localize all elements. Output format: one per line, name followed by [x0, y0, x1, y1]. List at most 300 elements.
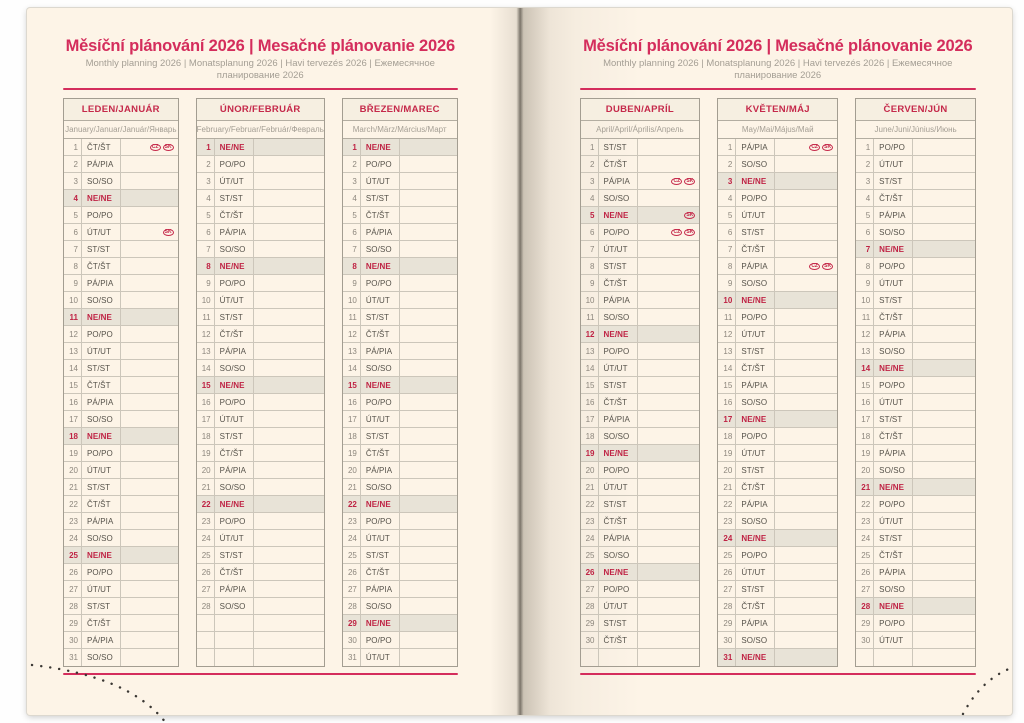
day-number: 3: [197, 173, 215, 189]
day-row: [718, 649, 837, 666]
day-label: [215, 632, 254, 648]
day-row: [718, 241, 837, 258]
day-number: 31: [343, 649, 361, 666]
day-row: [343, 241, 457, 258]
notes-cell: [254, 207, 324, 223]
day-row: [197, 224, 324, 241]
notes-cell: [400, 377, 457, 393]
notes-cell: [913, 326, 975, 342]
day-number: 26: [856, 564, 874, 580]
day-number: 11: [718, 309, 736, 325]
day-number: 18: [197, 428, 215, 444]
day-label: ÚT/UT: [874, 394, 913, 410]
notes-cell: [638, 190, 700, 206]
day-number: [197, 632, 215, 648]
day-number: 20: [64, 462, 82, 478]
day-number: 9: [718, 275, 736, 291]
day-label: ČT/ŠT: [82, 377, 121, 393]
day-label: PÁ/PIA: [874, 564, 913, 580]
day-label: ST/ST: [82, 598, 121, 614]
day-row: [581, 360, 700, 377]
day-row: [718, 598, 837, 615]
notes-cell: [254, 292, 324, 308]
day-label: NE/NE: [874, 479, 913, 495]
day-number: 23: [343, 513, 361, 529]
day-row: [64, 530, 178, 547]
day-label: ST/ST: [599, 139, 638, 155]
day-row: [343, 156, 457, 173]
day-row: [343, 275, 457, 292]
month-name: BŘEZEN/MAREC: [343, 99, 457, 121]
month-table-5: [717, 98, 838, 667]
day-number: 4: [197, 190, 215, 206]
day-number: 24: [856, 530, 874, 546]
day-row: [343, 530, 457, 547]
notes-cell: [638, 275, 700, 291]
day-label: ÚT/UT: [215, 530, 254, 546]
holiday-badge-cz-icon: CZ: [809, 263, 820, 270]
day-label: ÚT/UT: [736, 326, 775, 342]
day-number: 6: [856, 224, 874, 240]
notes-cell: [638, 173, 700, 189]
day-label: ÚT/UT: [874, 513, 913, 529]
day-row: [856, 581, 975, 598]
day-label: SO/SO: [82, 292, 121, 308]
notes-cell: [638, 547, 700, 563]
notes-cell: [913, 632, 975, 648]
day-label: PÁ/PIA: [599, 173, 638, 189]
day-label: ST/ST: [736, 462, 775, 478]
notes-cell: [400, 496, 457, 512]
day-number: 1: [64, 139, 82, 155]
day-number: 19: [718, 445, 736, 461]
day-number: 29: [856, 615, 874, 631]
day-label: ÚT/UT: [361, 292, 400, 308]
day-label: NE/NE: [215, 139, 254, 155]
empty-row: [581, 649, 700, 666]
day-row: [343, 547, 457, 564]
notes-cell: [121, 513, 178, 529]
day-row: [197, 394, 324, 411]
notes-cell: [913, 309, 975, 325]
day-label: ÚT/UT: [82, 343, 121, 359]
month-table-2: [196, 98, 325, 667]
day-label: SO/SO: [82, 173, 121, 189]
day-number: 24: [718, 530, 736, 546]
notes-cell: [254, 241, 324, 257]
notes-cell: [121, 462, 178, 478]
month-subtitle: June/Juni/Június/Июнь: [856, 121, 975, 139]
day-number: 18: [343, 428, 361, 444]
day-number: 20: [343, 462, 361, 478]
day-row: [581, 581, 700, 598]
divider-bottom: [580, 673, 977, 675]
notes-cell: [254, 258, 324, 274]
day-label: PO/PO: [361, 632, 400, 648]
notes-cell: [400, 224, 457, 240]
notes-cell: [254, 462, 324, 478]
day-row: [197, 139, 324, 156]
month-name: DUBEN/APRÍL: [581, 99, 700, 121]
day-label: PO/PO: [874, 615, 913, 631]
day-row: [343, 649, 457, 666]
day-number: 14: [197, 360, 215, 376]
day-label: NE/NE: [82, 428, 121, 444]
notes-cell: [254, 649, 324, 666]
day-number: 9: [581, 275, 599, 291]
day-row: [581, 207, 700, 224]
day-number: 15: [64, 377, 82, 393]
day-number: 22: [718, 496, 736, 512]
day-number: 17: [197, 411, 215, 427]
day-label: PO/PO: [215, 513, 254, 529]
day-row: [856, 156, 975, 173]
notes-cell: [400, 632, 457, 648]
notes-cell: [775, 496, 837, 512]
notes-cell: [638, 224, 700, 240]
day-number: 15: [343, 377, 361, 393]
day-number: 14: [343, 360, 361, 376]
day-label: ČT/ŠT: [361, 445, 400, 461]
day-row: [581, 190, 700, 207]
day-row: [581, 598, 700, 615]
notes-cell: [400, 615, 457, 631]
notes-cell: [775, 411, 837, 427]
day-number: 7: [856, 241, 874, 257]
notes-cell: [638, 462, 700, 478]
notes-cell: [775, 343, 837, 359]
day-number: 8: [718, 258, 736, 274]
day-label: SO/SO: [361, 479, 400, 495]
day-row: [581, 275, 700, 292]
day-row: [64, 479, 178, 496]
notes-cell: [913, 649, 975, 666]
day-label: PÁ/PIA: [361, 224, 400, 240]
notes-cell: [121, 411, 178, 427]
day-label: SO/SO: [599, 547, 638, 563]
day-number: 16: [581, 394, 599, 410]
day-label: NE/NE: [361, 258, 400, 274]
day-number: 14: [64, 360, 82, 376]
day-number: [856, 649, 874, 666]
day-label: PO/PO: [736, 309, 775, 325]
day-number: 2: [718, 156, 736, 172]
day-label: PÁ/PIA: [215, 462, 254, 478]
day-label: PÁ/PIA: [736, 377, 775, 393]
day-label: PO/PO: [874, 258, 913, 274]
day-row: [197, 564, 324, 581]
day-label: ČT/ŠT: [736, 479, 775, 495]
day-label: ČT/ŠT: [599, 394, 638, 410]
notes-cell: [400, 326, 457, 342]
day-row: [856, 241, 975, 258]
day-number: 22: [343, 496, 361, 512]
notes-cell: [254, 326, 324, 342]
day-label: ÚT/UT: [736, 564, 775, 580]
day-number: 10: [856, 292, 874, 308]
day-number: 12: [856, 326, 874, 342]
day-number: 24: [343, 530, 361, 546]
day-label: ČT/ŠT: [874, 190, 913, 206]
day-row: [197, 598, 324, 615]
notes-cell: [400, 428, 457, 444]
day-number: 7: [197, 241, 215, 257]
day-row: [343, 173, 457, 190]
day-label: PÁ/PIA: [215, 581, 254, 597]
day-row: [343, 394, 457, 411]
day-label: PÁ/PIA: [736, 496, 775, 512]
day-row: [64, 139, 178, 156]
notes-cell: [400, 173, 457, 189]
notes-cell: [400, 139, 457, 155]
day-label: ČT/ŠT: [82, 496, 121, 512]
day-number: 17: [343, 411, 361, 427]
day-label: ČT/ŠT: [361, 326, 400, 342]
day-row: [64, 275, 178, 292]
day-row: [581, 377, 700, 394]
day-label: ČT/ŠT: [215, 207, 254, 223]
day-number: 11: [343, 309, 361, 325]
day-number: 28: [343, 598, 361, 614]
day-label: ČT/ŠT: [215, 564, 254, 580]
month-name: LEDEN/JANUÁR: [64, 99, 178, 121]
notes-cell: [400, 207, 457, 223]
day-label: SO/SO: [874, 581, 913, 597]
day-label: PÁ/PIA: [82, 513, 121, 529]
day-number: 16: [64, 394, 82, 410]
day-label: SO/SO: [599, 190, 638, 206]
day-number: 6: [718, 224, 736, 240]
day-row: [343, 479, 457, 496]
notes-cell: [400, 292, 457, 308]
notes-cell: [400, 462, 457, 478]
day-row: [197, 207, 324, 224]
day-label: ČT/ŠT: [82, 615, 121, 631]
day-row: [64, 258, 178, 275]
day-label: ST/ST: [874, 530, 913, 546]
day-row: [343, 598, 457, 615]
day-row: [581, 292, 700, 309]
day-label: NE/NE: [361, 615, 400, 631]
day-label: ST/ST: [874, 173, 913, 189]
day-row: [856, 394, 975, 411]
notes-cell: [775, 173, 837, 189]
day-number: 7: [718, 241, 736, 257]
notes-cell: [254, 275, 324, 291]
day-label: ÚT/UT: [599, 360, 638, 376]
day-row: [856, 309, 975, 326]
notes-cell: [775, 139, 837, 155]
day-number: 7: [64, 241, 82, 257]
day-row: [856, 360, 975, 377]
day-label: ST/ST: [215, 190, 254, 206]
day-row: [343, 309, 457, 326]
month-subtitle: February/Februar/Február/Февраль: [197, 121, 324, 139]
day-number: 9: [197, 275, 215, 291]
day-row: [856, 258, 975, 275]
day-number: 20: [718, 462, 736, 478]
day-row: [718, 326, 837, 343]
notes-cell: [121, 581, 178, 597]
notes-cell: [913, 292, 975, 308]
day-number: 25: [718, 547, 736, 563]
day-label: PO/PO: [736, 190, 775, 206]
day-row: [343, 513, 457, 530]
notes-cell: [913, 530, 975, 546]
day-label: NE/NE: [599, 207, 638, 223]
day-number: 16: [343, 394, 361, 410]
day-row: [343, 343, 457, 360]
day-number: 28: [581, 598, 599, 614]
day-number: 10: [343, 292, 361, 308]
day-label: SO/SO: [215, 241, 254, 257]
notes-cell: [254, 190, 324, 206]
day-number: 13: [718, 343, 736, 359]
day-number: 15: [718, 377, 736, 393]
day-row: [64, 156, 178, 173]
day-number: 22: [64, 496, 82, 512]
day-label: PÁ/PIA: [82, 275, 121, 291]
day-number: 14: [718, 360, 736, 376]
day-number: 5: [197, 207, 215, 223]
day-number: 26: [343, 564, 361, 580]
day-row: [343, 258, 457, 275]
holiday-badge-cz-icon: CZ: [671, 178, 682, 185]
day-label: SO/SO: [736, 394, 775, 410]
day-row: [343, 564, 457, 581]
day-row: [856, 564, 975, 581]
day-number: 3: [581, 173, 599, 189]
notes-cell: [254, 156, 324, 172]
day-number: 4: [64, 190, 82, 206]
day-row: [197, 411, 324, 428]
notes-cell: [400, 564, 457, 580]
day-label: ČT/ŠT: [599, 513, 638, 529]
day-label: PO/PO: [874, 139, 913, 155]
day-number: 4: [343, 190, 361, 206]
notes-cell: [913, 598, 975, 614]
notes-cell: [254, 547, 324, 563]
day-number: 29: [718, 615, 736, 631]
day-row: [856, 377, 975, 394]
notes-cell: [913, 360, 975, 376]
notes-cell: [400, 190, 457, 206]
notes-cell: [913, 428, 975, 444]
day-number: 12: [64, 326, 82, 342]
day-row: [64, 496, 178, 513]
day-label: ST/ST: [599, 258, 638, 274]
day-label: NE/NE: [736, 411, 775, 427]
notes-cell: [121, 632, 178, 648]
notes-cell: [638, 496, 700, 512]
day-row: [197, 326, 324, 343]
day-number: 30: [343, 632, 361, 648]
day-row: [343, 360, 457, 377]
notes-cell: [775, 564, 837, 580]
day-number: 9: [343, 275, 361, 291]
day-label: NE/NE: [736, 649, 775, 666]
notes-cell: [400, 343, 457, 359]
day-row: [64, 649, 178, 666]
day-label: PÁ/PIA: [736, 615, 775, 631]
notes-cell: [638, 258, 700, 274]
day-row: [718, 207, 837, 224]
notes-cell: [638, 598, 700, 614]
day-label: ÚT/UT: [82, 462, 121, 478]
day-number: 21: [64, 479, 82, 495]
day-label: NE/NE: [82, 309, 121, 325]
notes-cell: [775, 581, 837, 597]
day-row: [197, 377, 324, 394]
holiday-badge-cz-icon: CZ: [809, 144, 820, 151]
day-row: [64, 343, 178, 360]
day-row: [343, 445, 457, 462]
day-label: PO/PO: [599, 581, 638, 597]
day-number: 18: [718, 428, 736, 444]
day-row: [64, 581, 178, 598]
notes-cell: [121, 224, 178, 240]
day-row: [64, 598, 178, 615]
month-table-1: [63, 98, 179, 667]
day-row: [197, 581, 324, 598]
day-row: [581, 564, 700, 581]
day-label: ST/ST: [215, 428, 254, 444]
notes-cell: [638, 615, 700, 631]
day-label: ST/ST: [215, 309, 254, 325]
day-label: PÁ/PIA: [82, 394, 121, 410]
holiday-badge-sk-icon: SK: [684, 229, 695, 236]
holiday-badge-sk-icon: SK: [822, 144, 833, 151]
day-label: ÚT/UT: [599, 241, 638, 257]
day-label: ST/ST: [215, 547, 254, 563]
day-number: 27: [64, 581, 82, 597]
day-label: ST/ST: [736, 581, 775, 597]
day-number: 10: [718, 292, 736, 308]
day-row: [197, 241, 324, 258]
day-number: 19: [197, 445, 215, 461]
holiday-badge-cz-icon: CZ: [150, 144, 161, 151]
notes-cell: [775, 258, 837, 274]
day-label: SO/SO: [874, 224, 913, 240]
notes-cell: [400, 241, 457, 257]
day-number: 9: [64, 275, 82, 291]
day-row: [64, 173, 178, 190]
notes-cell: [400, 360, 457, 376]
day-row: [718, 564, 837, 581]
day-row: [197, 513, 324, 530]
day-number: 6: [64, 224, 82, 240]
notes-cell: [913, 479, 975, 495]
notes-cell: [121, 258, 178, 274]
day-label: SO/SO: [215, 479, 254, 495]
day-label: PO/PO: [599, 343, 638, 359]
notes-cell: [775, 309, 837, 325]
day-label: SO/SO: [599, 428, 638, 444]
day-number: 3: [343, 173, 361, 189]
day-number: 19: [343, 445, 361, 461]
day-row: [856, 462, 975, 479]
day-label: PO/PO: [736, 428, 775, 444]
day-row: [64, 445, 178, 462]
day-label: ÚT/UT: [82, 224, 121, 240]
day-label: PO/PO: [215, 275, 254, 291]
day-row: [718, 258, 837, 275]
day-row: [718, 581, 837, 598]
notes-cell: [775, 479, 837, 495]
page-left: [27, 8, 520, 715]
notes-cell: [913, 445, 975, 461]
notes-cell: [254, 309, 324, 325]
